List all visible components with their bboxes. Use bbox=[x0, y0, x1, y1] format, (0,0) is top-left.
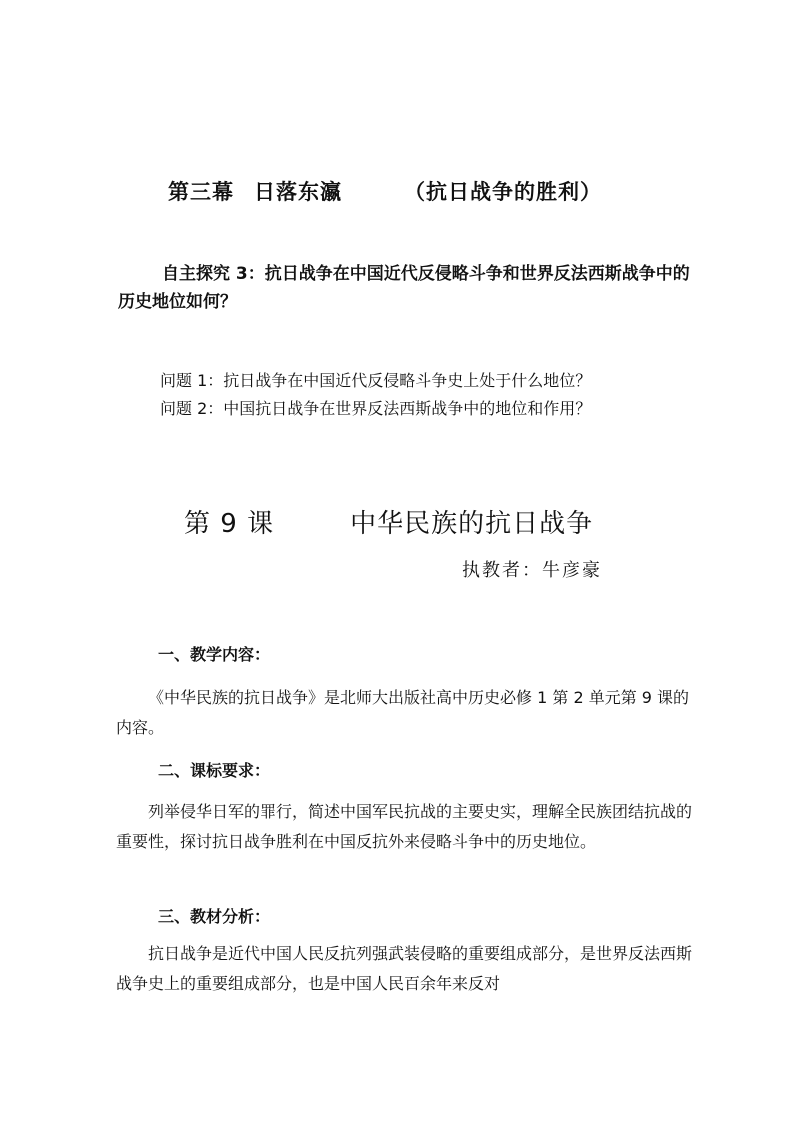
explore-text: 自主探究 3：抗日战争在中国近代反侵略斗争和世界反法西斯战争中的历史地位如何？ bbox=[118, 264, 690, 312]
section-heading-content: 一、教学内容： bbox=[158, 645, 271, 664]
section-heading-standards: 二、课标要求： bbox=[158, 761, 271, 780]
scene-act: 第三幕 bbox=[168, 180, 234, 204]
section-body-content: 《中华民族的抗日战争》是北师大出版社高中历史必修 1 第 2 单元第 9 课的内容。 bbox=[116, 688, 690, 737]
explore-question bbox=[118, 260, 698, 316]
scene-subtitle: （抗日战争的胜利） bbox=[404, 180, 602, 204]
section-heading-analysis: 三、教材分析： bbox=[158, 907, 271, 926]
lesson-title: 中华民族的抗日战争 bbox=[350, 509, 594, 539]
lesson-number: 第 9 课 bbox=[184, 509, 275, 539]
teacher-name: 执教者：牛彦豪 bbox=[462, 560, 602, 581]
section-body-standards: 列举侵华日军的罪行，简述中国军民抗战的主要史实，理解全民族团结抗战的重要性，探讨抗日战争胜利在中国反抗外来侵略斗争中的历史地位。 bbox=[116, 802, 693, 851]
lesson-heading bbox=[184, 503, 593, 540]
question-1: 问题 1：抗日战争在中国近代反侵略斗争史上处于什么地位？ bbox=[160, 371, 592, 390]
scene-name: 日落东瀛 bbox=[254, 180, 342, 204]
section-body-analysis: 抗日战争是近代中国人民反抗列强武装侵略的重要组成部分，是世界反法西斯战争史上的重要组成部分，也是中国人民百余年来反对 bbox=[116, 944, 693, 993]
question-2: 问题 2：中国抗日战争在世界反法西斯战争中的地位和作用？ bbox=[160, 399, 592, 418]
scene-heading bbox=[168, 176, 602, 206]
